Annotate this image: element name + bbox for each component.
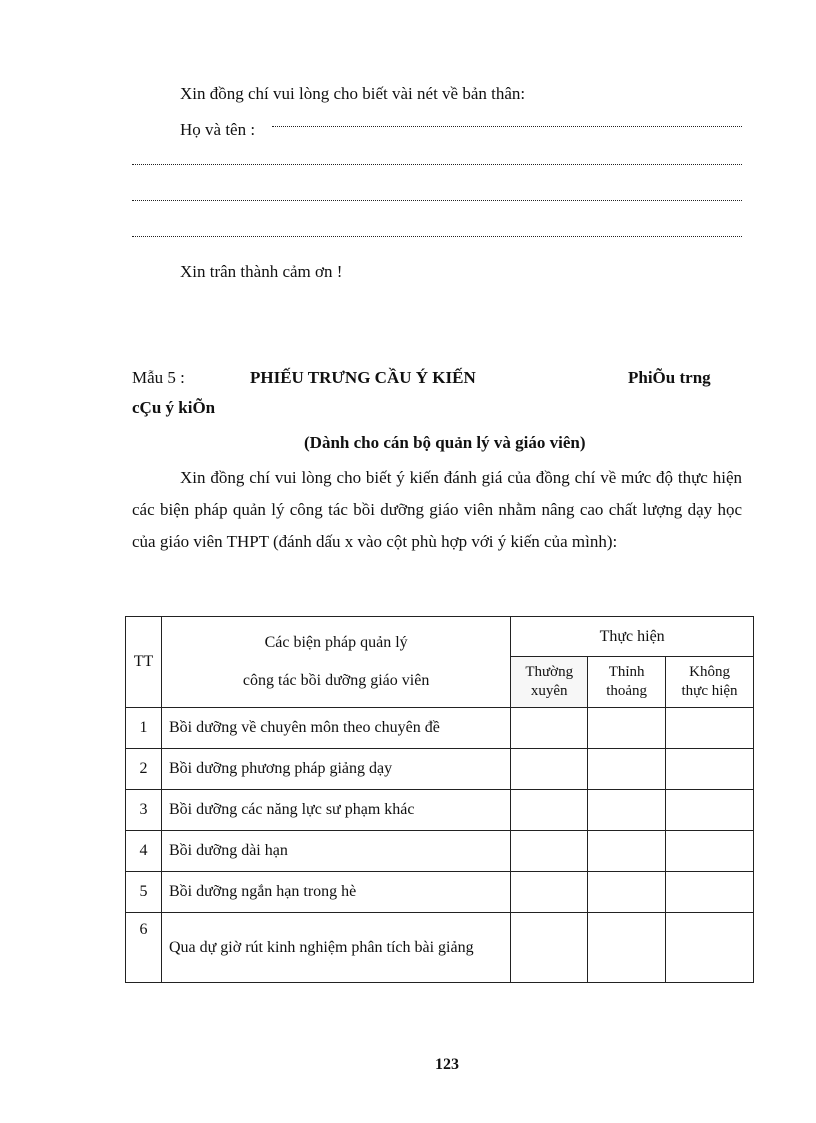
header-measures-line2: công tác bồi dưỡng giáo viên (242, 672, 430, 689)
cell-not[interactable] (666, 831, 754, 872)
cell-often[interactable] (511, 872, 588, 913)
cell-sometimes[interactable] (588, 790, 666, 831)
row-number: 1 (126, 708, 162, 749)
sample-label: Mẫu 5 : (132, 368, 185, 387)
table-row (126, 872, 754, 913)
dotted-line-3[interactable] (132, 192, 742, 201)
survey-table (125, 616, 754, 983)
row-measure: Bồi dưỡng về chuyên môn theo chuyên đề (161, 708, 510, 749)
cell-sometimes[interactable] (588, 708, 666, 749)
row-number: 6 (126, 913, 162, 983)
garbled-title-a: PhiÕu trng (628, 368, 711, 387)
cell-sometimes[interactable] (588, 831, 666, 872)
row-number: 3 (126, 790, 162, 831)
cell-not[interactable] (666, 872, 754, 913)
row-measure: Qua dự giờ rút kinh nghiệm phân tích bài giảng (161, 913, 510, 983)
cell-often[interactable] (511, 749, 588, 790)
garbled-title-b: cÇu ý kiÕn (132, 398, 216, 417)
header-not: Không thực hiện (666, 657, 754, 708)
cell-not[interactable] (666, 749, 754, 790)
cell-sometimes[interactable] (588, 749, 666, 790)
row-measure: Bồi dưỡng ngắn hạn trong hè (161, 872, 510, 913)
row-number: 5 (126, 872, 162, 913)
row-measure: Bồi dưỡng phương pháp giảng dạy (161, 749, 510, 790)
row-number: 2 (126, 749, 162, 790)
intro-ask-line: Xin đồng chí vui lòng cho biết vài nét về bản thân: (180, 84, 526, 103)
cell-often[interactable] (511, 913, 588, 983)
thanks-line: Xin trân thành cảm ơn ! (180, 262, 343, 281)
cell-not[interactable] (666, 708, 754, 749)
header-implementation: Thực hiện (511, 617, 754, 657)
cell-often[interactable] (511, 708, 588, 749)
cell-sometimes[interactable] (588, 913, 666, 983)
cell-sometimes[interactable] (588, 872, 666, 913)
instructions-paragraph: Xin đồng chí vui lòng cho biết ý kiến đánh giá của đồng chí về mức độ thực hiện các biện pháp quản lý công tác bồi dưỡng giáo viên nhằm nâng cao chất lượng dạy học của giáo viên THPT (đánh dấu x vào cột phù hợp với ý kiến của mình): (132, 468, 742, 551)
table-row (126, 749, 754, 790)
header-tt: TT (126, 617, 162, 708)
table-row (126, 708, 754, 749)
table-row (126, 831, 754, 872)
name-dotted-line[interactable] (272, 118, 742, 127)
cell-not[interactable] (666, 913, 754, 983)
dotted-line-2[interactable] (132, 156, 742, 165)
table-row (126, 913, 754, 983)
row-number: 4 (126, 831, 162, 872)
form-title: PHIẾU TRƯNG CẦU Ý KIẾN (250, 368, 476, 387)
header-measures (161, 617, 510, 708)
header-sometimes: Thỉnh thoảng (588, 657, 666, 708)
cell-often[interactable] (511, 831, 588, 872)
row-measure: Bồi dưỡng dài hạn (161, 831, 510, 872)
cell-often[interactable] (511, 790, 588, 831)
name-label: Họ và tên : (180, 120, 256, 139)
dotted-line-4[interactable] (132, 228, 742, 237)
form-subtitle: (Dành cho cán bộ quản lý và giáo viên) (304, 433, 586, 452)
table-row (126, 790, 754, 831)
row-measure: Bồi dưỡng các năng lực sư phạm khác (161, 790, 510, 831)
cell-not[interactable] (666, 790, 754, 831)
page-number: 123 (435, 1056, 459, 1073)
header-measures-line1: Các biện pháp quản lý (264, 634, 408, 651)
header-often: Thường xuyên (511, 657, 588, 708)
